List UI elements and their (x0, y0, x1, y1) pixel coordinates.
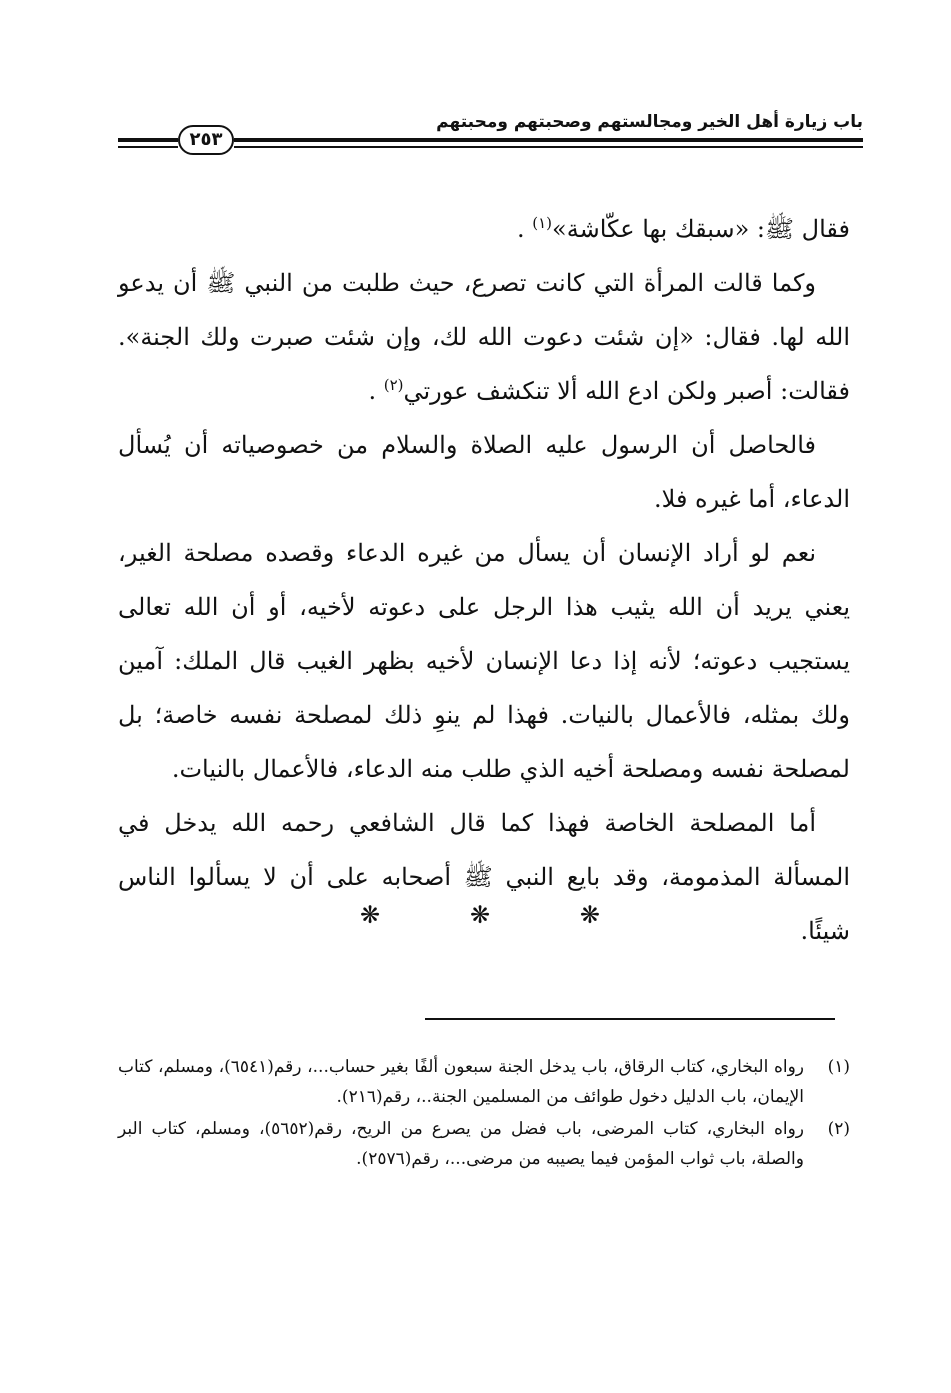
paragraph-end: . (368, 377, 377, 405)
footnote-text: رواه البخاري، كتاب المرضى، باب فضل من يصرع من الريح، رقم(٥٦٥٢)، ومسلم، كتاب البر والصلة، باب ثواب المؤمن فيما يصيبه من مرضى...، رقم(٢٥٧٦). (118, 1119, 804, 1169)
paragraph-text: فقال ﷺ: «سبقك بها عكّاشة» (552, 215, 850, 243)
chapter-title: باب زيارة أهل الخير ومجالستهم وصحبتهم ومحبتهم (436, 112, 863, 132)
header-rule-thick (234, 138, 863, 142)
footnote (118, 1052, 850, 1112)
paragraph (118, 202, 850, 256)
running-header (118, 108, 863, 158)
paragraph: فالحاصل أن الرسول عليه الصلاة والسلام من خصوصياته أن يُسأل الدعاء، أما غيره فلا. (118, 431, 850, 513)
footnote-rule (425, 1018, 835, 1020)
footnotes (118, 1052, 850, 1176)
paragraph: أما المصلحة الخاصة فهذا كما قال الشافعي رحمه الله يدخل في المسألة المذمومة، وقد بايع النبي ﷺ أصحابه على أن لا يسألوا الناس شيئًا. (118, 809, 850, 945)
paragraph: نعم لو أراد الإنسان أن يسأل من غيره الدعاء وقصده مصلحة الغير، يعني يريد أن الله يثيب هذا الرجل على دعوته لأخيه، أو أن الله تعالى يستجيب دعوته؛ لأنه إذا دعا الإنسان لأخيه بظهر الغيب قال الملك: آمين ولك بمثله، فالأعمال بالنيات. فهذا لم ينوِ ذلك لمصلحة نفسه خاصة؛ بل لمصلحة نفسه ومصلحة أخيه الذي طلب منه الدعاء، فالأعمال بالنيات. (118, 539, 850, 783)
header-rule-left-thick (118, 138, 178, 142)
footnote-marker: (١) (827, 1057, 850, 1077)
footnote-ref: (٢) (383, 376, 404, 394)
main-text (118, 202, 850, 958)
section-separator (360, 900, 600, 930)
header-rule-thin (234, 146, 863, 148)
footnote-text: رواه البخاري، كتاب الرقاق، باب يدخل الجنة سبعون ألفًا بغير حساب...، رقم(٦٥٤١)، ومسلم، كتاب الإيمان، باب الدليل دخول طوائف من المسلمين الجنة..، رقم(٢١٦). (118, 1057, 804, 1107)
paragraph-end: . (516, 215, 525, 243)
asterism-icon: ❋ (579, 901, 600, 929)
header-rule-left-thin (118, 146, 178, 148)
footnote-ref: (١) (532, 214, 553, 232)
paragraph-text: وكما قالت المرأة التي كانت تصرع، حيث طلبت من النبي ﷺ أن يدعو الله لها. فقال: «إن شئت دعوت الله لك، وإن شئت صبرت ولك الجنة». فقالت: أصبر ولكن ادع الله ألا تنكشف عورتي (118, 269, 850, 405)
page-number: ٢٥٣ (178, 125, 234, 155)
footnote (118, 1114, 850, 1174)
footnote-marker: (٢) (827, 1119, 850, 1139)
asterism-icon: ❋ (360, 901, 381, 929)
paragraph (118, 256, 850, 418)
asterism-icon: ❋ (469, 901, 491, 929)
